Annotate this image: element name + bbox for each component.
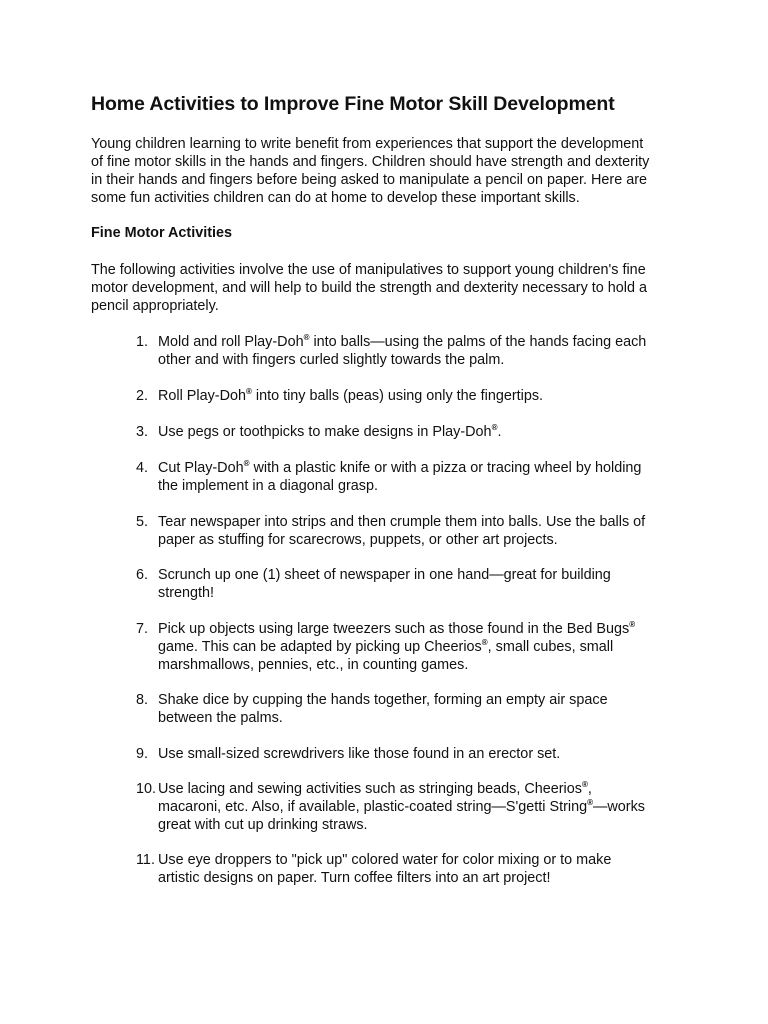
list-item-line [158,584,678,602]
lead-line: The following activities involve the use of manipulatives to support young children's fine [91,262,646,278]
list-item-line [158,816,678,834]
lead-paragraph [91,261,691,315]
list-item-line [158,656,678,674]
list-item-text-segment: Cut Play-Doh [158,460,244,476]
list-item-text-segment: Scrunch up one (1) sheet of newspaper in one hand—great for building [158,567,611,583]
list-item-text-segment: artistic designs on paper. Turn coffee filters into an art project! [158,870,551,886]
registered-mark: ® [581,780,588,789]
list-item-text-segment: Use lacing and sewing activities such as stringing beads, Cheerios [158,781,582,797]
registered-mark: ® [245,387,252,396]
lead-line: motor development, and will help to build the strength and dexterity necessary to hold a [91,280,647,296]
list-item-text [158,423,678,441]
list-item-text [158,513,678,549]
list-item-number: 10. [136,781,157,797]
list-item-text-segment: between the palms. [158,710,283,726]
list-item-text [158,566,678,602]
list-item-line [158,477,678,495]
list-item-text [158,387,678,405]
list-item-number: 3. [136,424,149,440]
registered-mark: ® [629,620,636,629]
list-item-line [158,333,678,351]
list-item-text-segment: Roll Play-Doh [158,388,246,404]
list-item-number: 4. [136,460,149,476]
list-item-line [158,387,678,405]
list-item-text-segment: Tear newspaper into strips and then crumple them into balls. Use the balls of [158,514,646,530]
list-item-text-segment: Use pegs or toothpicks to make designs in Play-Doh [158,424,492,440]
registered-mark: ® [481,638,488,647]
list-item-text-segment: other and with fingers curled slightly towards the palm. [158,352,505,368]
list-item-text-segment: Use eye droppers to "pick up" colored water for color mixing or to make [158,852,612,868]
list-item-line [158,566,678,584]
intro-line: of fine motor skills in the hands and fingers. Children should have strength and dexterity [91,154,650,170]
list-item-number: 9. [136,746,149,762]
intro-paragraph [91,135,691,207]
intro-line: in their hands and fingers before being asked to manipulate a pencil on paper. Here are [91,172,648,188]
list-item-line [158,423,678,441]
registered-mark: ® [243,459,250,468]
list-item-number: 1. [136,334,149,350]
list-item-text [158,745,678,763]
list-item-number: 6. [136,567,149,583]
list-item-line [158,531,678,549]
list-item-line [158,513,678,531]
list-item-text-segment: marshmallows, pennies, etc., in counting games. [158,657,469,673]
intro-line: some fun activities children can do at home to develop these important skills. [91,190,580,206]
list-item-text-segment: , small cubes, small [487,639,614,655]
list-item-text [158,780,678,834]
list-item-text-segment: into balls—using the palms of the hands facing each [309,334,647,350]
list-item-line [158,745,678,763]
list-item-text-segment: strength! [158,585,214,601]
list-item-text [158,620,678,674]
registered-mark: ® [587,798,593,807]
registered-mark: ® [303,333,310,342]
section-heading: Fine Motor Activities [91,225,232,241]
list-item-line [158,351,678,369]
list-item-line [158,798,678,816]
document-title: Home Activities to Improve Fine Motor Skill Development [91,93,615,115]
list-item-text-segment: —works [592,799,645,815]
registered-mark: ® [491,423,498,432]
list-item-line [158,851,678,869]
list-item-text-segment: game. This can be adapted by picking up Cheerios [158,639,482,655]
list-item-text [158,691,678,727]
list-item-text-segment: Mold and roll Play-Doh [158,334,304,350]
list-item-text-segment: Pick up objects using large tweezers such as those found in the Bed Bugs [158,621,630,637]
list-item-text-segment: the implement in a diagonal grasp. [158,478,378,494]
list-item-number: 2. [136,388,149,404]
list-item-number: 5. [136,514,149,530]
list-item-number: 7. [136,621,149,637]
list-item-text [158,459,678,495]
list-item-line [158,638,678,656]
list-item-text-segment: into tiny balls (peas) using only the fingertips. [251,388,544,404]
list-item-number: 8. [136,692,149,708]
intro-line: Young children learning to write benefit from experiences that support the development [91,136,644,152]
list-item-text-segment: great with cut up drinking straws. [158,817,368,833]
list-item-text [158,333,678,369]
list-item-text-segment: paper as stuffing for scarecrows, puppets, or other art projects. [158,532,558,548]
list-item-number: 11. [136,852,155,868]
list-item-text-segment: with a plastic knife or with a pizza or tracing wheel by holding [249,460,642,476]
lead-line: pencil appropriately. [91,298,219,314]
list-item-text-segment: macaroni, etc. Also, if available, plastic-coated string—S'getti String [158,799,588,815]
list-item-line [158,691,678,709]
list-item-line [158,780,678,798]
list-item-line [158,869,678,887]
list-item-line [158,620,678,638]
list-item-text-segment: Use small-sized screwdrivers like those found in an erector set. [158,746,561,762]
list-item-text [158,851,678,887]
list-item-text-segment: Shake dice by cupping the hands together, forming an empty air space [158,692,608,708]
list-item-line [158,709,678,727]
list-item-line [158,459,678,477]
list-item-text-segment: , [587,781,592,797]
list-item-text-segment: . [497,424,502,440]
